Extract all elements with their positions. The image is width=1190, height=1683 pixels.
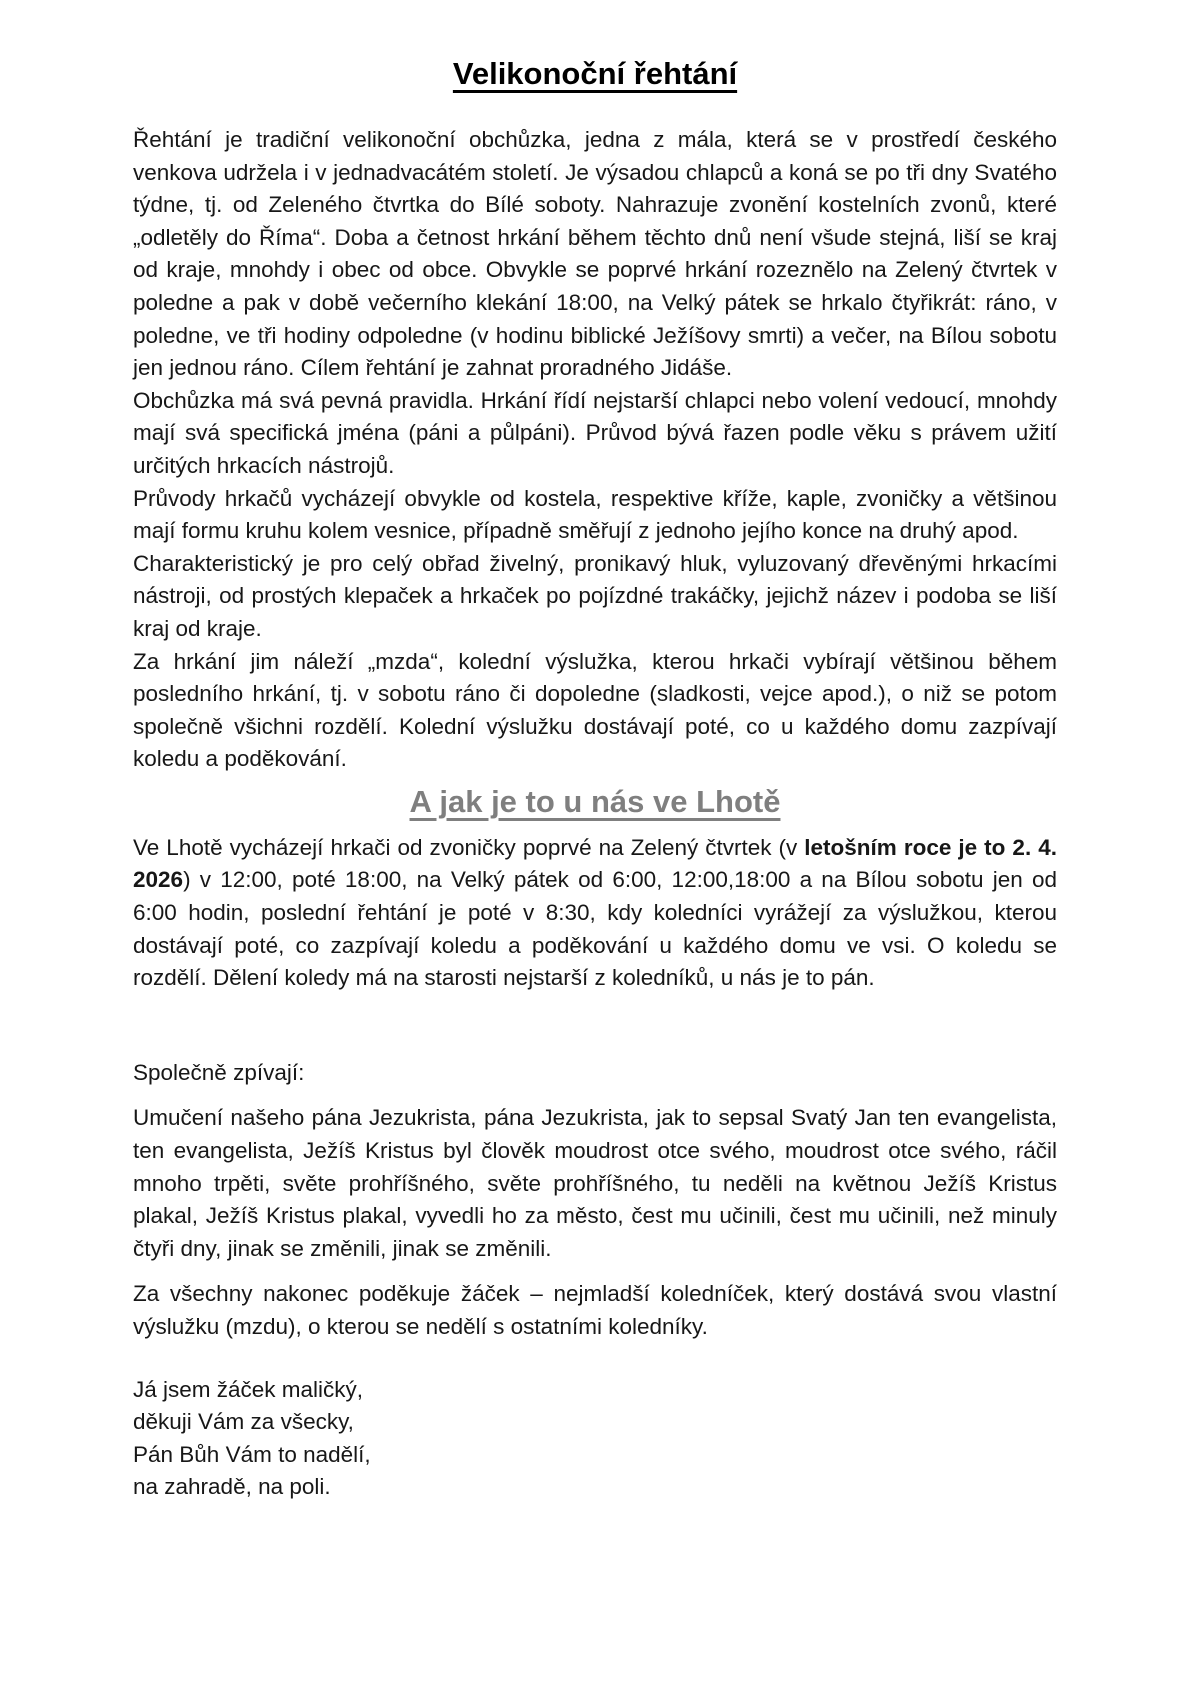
poem-line-1: Já jsem žáček maličký, (133, 1376, 364, 1402)
intro-paragraph-2: Obchůzka má svá pevná pravidla. Hrkání řídí nejstarší chlapci nebo volení vedoucí, mnohdy mají svá specifická jména (páni a půlpáni). Průvod bývá řazen podle věku s právem užití určitých hrkacích nástrojů. (133, 387, 1057, 478)
section-title-text: A jak je to u nás ve Lhotě (409, 783, 781, 819)
intro-paragraph-4: Charakteristický je pro celý obřad živelný, pronikavý hluk, vyluzovaný dřevěnými hrkacími nástroji, od prostých klepaček a hrkaček po pojízdné trakáčky, jejichž název i podoba se liší kraj od kraje. (133, 550, 1057, 641)
page-title (133, 56, 1057, 92)
intro-paragraph-5: Za hrkání jim náleží „mzda“, kolední výslužka, kterou hrkači vybírají většinou během posledního hrkání, tj. v sobotu ráno či dopoledne (sladkosti, vejce apod.), o niž se potom společně všichni rozdělí. Kolední výslužku dostávají poté, co u každého domu zazpívají koledu a poděkování. (133, 648, 1057, 772)
poem-line-2: děkuji Vám za všecky, (133, 1409, 354, 1435)
page-title-text: Velikonoční řehtání (452, 56, 738, 91)
lhota-paragraph (133, 832, 1057, 995)
song-paragraph: Umučení našeho pána Jezukrista, pána Jezukrista, jak to sepsal Svatý Jan ten evangelista, ten evangelista, Ježíš Kristus byl člověk moudrost otce svého, moudrost otce svého, ráčil mnoho trpěti, světe prohříšného, světe prohříšného, tu neděli na květnou Ježíš Kristus plakal, Ježíš Kristus plakal, vyvedli ho za město, čest mu učinili, čest mu učinili, než minuly čtyři dny, jinak se změnili, jinak se změnili. (133, 1105, 1057, 1261)
lhota-text-post: ) v 12:00, poté 18:00, na Velký pátek od 6:00, 12:00,18:00 a na Bílou sobotu jen od 6:00 hodin, poslední řehtání je poté v 8:30, kdy koledníci vyrážejí za výslužkou, kterou dostávají poté, co zazpívají koledu a poděkování u každého domu ve vsi. O koledu se rozdělí. Dělení koledy má na starosti nejstarší z koledníků, u nás je to pán. (133, 867, 1057, 991)
section-title (133, 784, 1057, 820)
sing-together-label: Společně zpívají: (133, 1059, 305, 1085)
lhota-text-bold-date: letošním roce je to 2. 4. 2026 (133, 834, 1057, 893)
poem-line-3: Pán Bůh Vám to nadělí, (133, 1441, 371, 1467)
lhota-text-pre: Ve Lhotě vycházejí hrkači od zvoničky poprvé na Zelený čtvrtek (v (133, 834, 805, 860)
closing-poem (133, 1374, 1057, 1504)
poem-line-4: na zahradě, na poli. (133, 1474, 331, 1500)
thanks-paragraph: Za všechny nakonec poděkuje žáček – nejmladší koledníček, který dostává svou vlastní výslužku (mzdu), o kterou se nedělí s ostatními koledníky. (133, 1281, 1057, 1339)
intro-paragraph-1: Řehtání je tradiční velikonoční obchůzka, jedna z mála, která se v prostředí českého venkova udržela i v jednadvacátém století. Je výsadou chlapců a koná se po tři dny Svatého týdne, tj. od Zeleného čtvrtka do Bílé soboty. Nahrazuje zvonění kostelních zvonů, které „odletěly do Říma“. Doba a četnost hrkání během těchto dnů není všude stejná, liší se kraj od kraje, mnohdy i obec od obce. Obvykle se poprvé hrkání rozeznělo na Zelený čtvrtek v poledne a pak v době večerního klekání 18:00, na Velký pátek se hrkalo čtyřikrát: ráno, v poledne, ve tři hodiny odpoledne (v hodinu biblické Ježíšovy smrti) a večer, na Bílou sobotu jen jednou ráno. Cílem řehtání je zahnat proradného Jidáše. (133, 127, 1057, 381)
intro-paragraph-3: Průvody hrkačů vycházejí obvykle od kostela, respektive kříže, kaple, zvoničky a většinou mají formu kruhu kolem vesnice, případně směřují z jednoho jejího konce na druhý apod. (133, 485, 1057, 544)
